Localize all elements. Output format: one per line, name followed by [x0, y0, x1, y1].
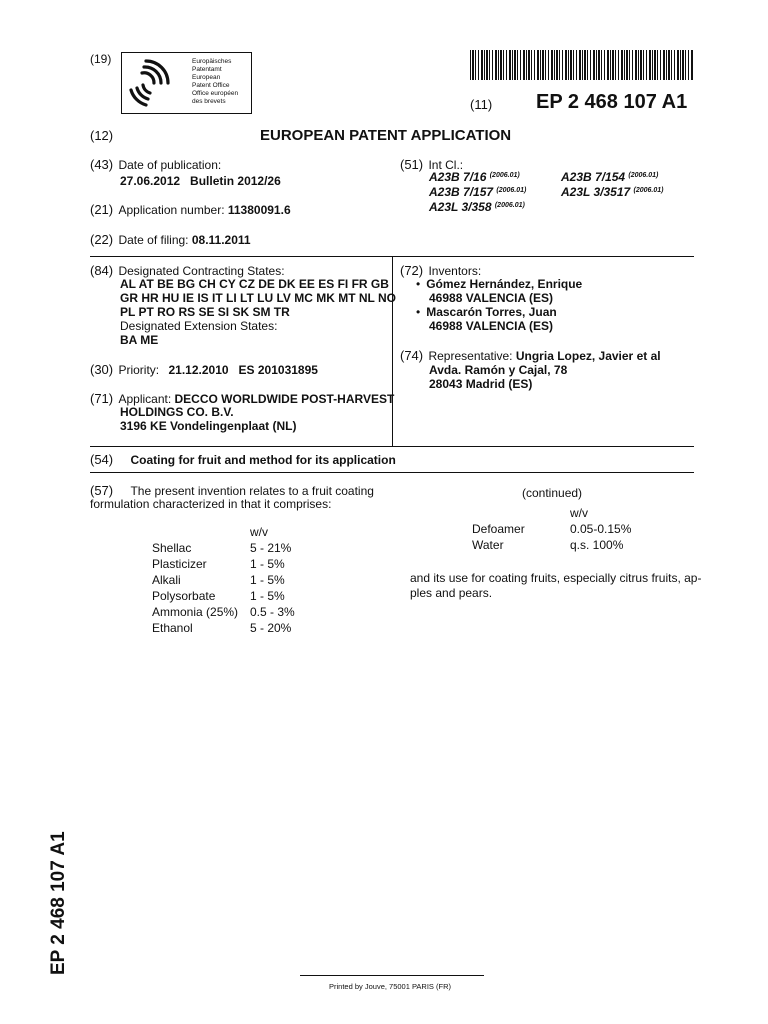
filing-date-label: Date of filing:: [118, 233, 189, 247]
pub-date-value: 27.06.2012 Bulletin 2012/26: [120, 174, 281, 188]
inid-54: (54): [90, 452, 114, 467]
column-divider: [392, 256, 393, 446]
document-type: EUROPEAN PATENT APPLICATION: [260, 127, 512, 144]
epo-logo-icon: [124, 54, 182, 112]
ipc-code-text: A23B 7/16: [429, 170, 487, 184]
inid-72: (72): [400, 263, 424, 278]
ipc-code: [561, 185, 663, 199]
bullet-icon: •: [416, 277, 421, 291]
logo-text-line: des brevets: [192, 98, 226, 105]
table-row: [152, 541, 295, 557]
inid-30: (30): [90, 362, 114, 377]
table-row: [472, 522, 631, 538]
logo-text-line: European: [192, 74, 221, 81]
pub-date-label: Date of publication:: [118, 158, 222, 172]
filing-date-field: [90, 232, 251, 247]
applicant-field: [90, 391, 394, 406]
inventor-address: 46988 VALENCIA (ES): [429, 319, 554, 333]
representative-address: 28043 Madrid (ES): [429, 377, 533, 391]
composition-table: [152, 541, 295, 637]
title-field: [90, 452, 396, 467]
inventor-name: Mascarón Torres, Juan: [426, 305, 557, 319]
priority-value: 21.12.2010 ES 201031895: [168, 363, 318, 377]
designated-states-line: GR HR HU IE IS IT LI LT LU LV MC MK MT NL NO: [120, 291, 396, 305]
inid-71: (71): [90, 391, 114, 406]
inid-11: (11): [470, 97, 493, 112]
ipc-version: (2006.01): [494, 202, 525, 209]
table-row: [472, 538, 631, 554]
continued-composition-table: [472, 522, 631, 554]
inventor-name: Gómez Hernández, Enrique: [426, 277, 583, 291]
ipc-code-text: A23B 7/154: [561, 170, 626, 184]
bullet-icon: •: [416, 305, 421, 319]
ipc-version: (2006.01): [489, 172, 520, 179]
inid-21: (21): [90, 202, 114, 217]
abstract-intro: [90, 483, 374, 498]
ipc-code: [429, 185, 526, 199]
inventor-item: [416, 305, 557, 319]
ipc-code-text: A23B 7/157: [429, 185, 494, 199]
inid-43: (43): [90, 157, 114, 172]
abstract-closing-text: and its use for coating fruits, especially citrus fruits, ap-: [410, 571, 702, 585]
inid-84: (84): [90, 263, 114, 278]
inventors-field: [400, 263, 481, 278]
ipc-code-text: A23L 3/3517: [561, 185, 631, 199]
component-name: Alkali: [152, 573, 181, 587]
designated-states-line: PL PT RO RS SE SI SK SM TR: [120, 305, 290, 319]
abstract-closing-text: ples and pears.: [410, 586, 493, 600]
inventors-label: Inventors:: [428, 264, 482, 278]
side-publication-number: EP 2 468 107 A1: [48, 831, 69, 975]
component-name: Ethanol: [152, 621, 193, 635]
continued-unit-header: w/v: [570, 506, 588, 520]
printer-note: Printed by Jouve, 75001 PARIS (FR): [329, 982, 451, 991]
ipc-code: [429, 170, 520, 184]
priority-field: [90, 362, 318, 377]
representative-address: Avda. Ramón y Cajal, 78: [429, 363, 568, 377]
footer-divider: [300, 975, 484, 976]
ipc-code: [429, 200, 525, 214]
barcode: [470, 50, 694, 80]
component-value: 5 - 21%: [250, 541, 292, 555]
representative-field: [400, 348, 661, 363]
invention-title: Coating for fruit and method for its application: [130, 453, 396, 467]
inid-12: (12): [90, 128, 114, 143]
applicant-name: DECCO WORLDWIDE POST-HARVEST: [174, 392, 395, 406]
inid-74: (74): [400, 348, 424, 363]
ipc-code: [561, 170, 658, 184]
component-value: 1 - 5%: [250, 573, 285, 587]
applicant-name-cont: HOLDINGS CO. B.V.: [120, 405, 234, 419]
divider: [90, 472, 694, 473]
table-row: [152, 621, 295, 637]
publication-number: EP 2 468 107 A1: [536, 91, 688, 113]
ipc-version: (2006.01): [633, 187, 664, 194]
inventor-item: [416, 277, 582, 291]
continued-label: (continued): [522, 486, 583, 500]
logo-text-line: Patentamt: [192, 66, 222, 73]
inid-51: (51): [400, 157, 424, 172]
designated-states-field: [90, 263, 285, 278]
int-cl-label: Int Cl.:: [428, 158, 464, 172]
component-name: Plasticizer: [152, 557, 207, 571]
abstract-text: The present invention relates to a fruit coating: [130, 484, 374, 498]
app-number-value: 11380091.6: [227, 203, 291, 217]
composition-unit-header: w/v: [250, 525, 268, 539]
component-value: 0.05-0.15%: [570, 522, 632, 536]
component-name: Water: [472, 538, 504, 552]
table-row: [152, 557, 295, 573]
component-value: 1 - 5%: [250, 557, 285, 571]
component-name: Shellac: [152, 541, 192, 555]
pub-date-field: [90, 157, 221, 172]
inid-22: (22): [90, 232, 114, 247]
logo-text-line: Patent Office: [192, 82, 230, 89]
app-number-field: [90, 202, 291, 217]
applicant-label: Applicant:: [118, 392, 172, 406]
inid-57: (57): [90, 483, 114, 498]
filing-date-value: 08.11.2011: [191, 233, 251, 247]
inventor-address: 46988 VALENCIA (ES): [429, 291, 554, 305]
logo-text-line: Office européen: [192, 90, 239, 97]
inid-19: (19): [90, 52, 112, 66]
ipc-version: (2006.01): [496, 187, 527, 194]
component-name: Ammonia (25%): [152, 605, 239, 619]
abstract-text: formulation characterized in that it comprises:: [90, 497, 332, 511]
table-row: [152, 589, 295, 605]
component-value: 5 - 20%: [250, 621, 292, 635]
table-row: [152, 605, 295, 621]
representative-label: Representative:: [428, 349, 513, 363]
epo-logo: [121, 52, 252, 114]
extension-states-value: BA ME: [120, 333, 159, 347]
extension-states-label: Designated Extension States:: [120, 319, 278, 333]
designated-states-label: Designated Contracting States:: [118, 264, 285, 278]
table-row: [152, 573, 295, 589]
component-name: Polysorbate: [152, 589, 216, 603]
ipc-code-text: A23L 3/358: [429, 200, 492, 214]
designated-states-line: AL AT BE BG CH CY CZ DE DK EE ES FI FR GB: [120, 277, 389, 291]
component-name: Defoamer: [472, 522, 525, 536]
logo-text-line: Europäisches: [192, 58, 232, 65]
applicant-address: 3196 KE Vondelingenplaat (NL): [120, 419, 297, 433]
representative-name: Ungria Lopez, Javier et al: [515, 349, 661, 363]
component-value: 1 - 5%: [250, 589, 285, 603]
component-value: q.s. 100%: [570, 538, 624, 552]
ipc-version: (2006.01): [628, 172, 659, 179]
divider: [90, 446, 694, 447]
priority-label: Priority:: [118, 363, 160, 377]
component-value: 0.5 - 3%: [250, 605, 295, 619]
app-number-label: Application number:: [118, 203, 225, 217]
